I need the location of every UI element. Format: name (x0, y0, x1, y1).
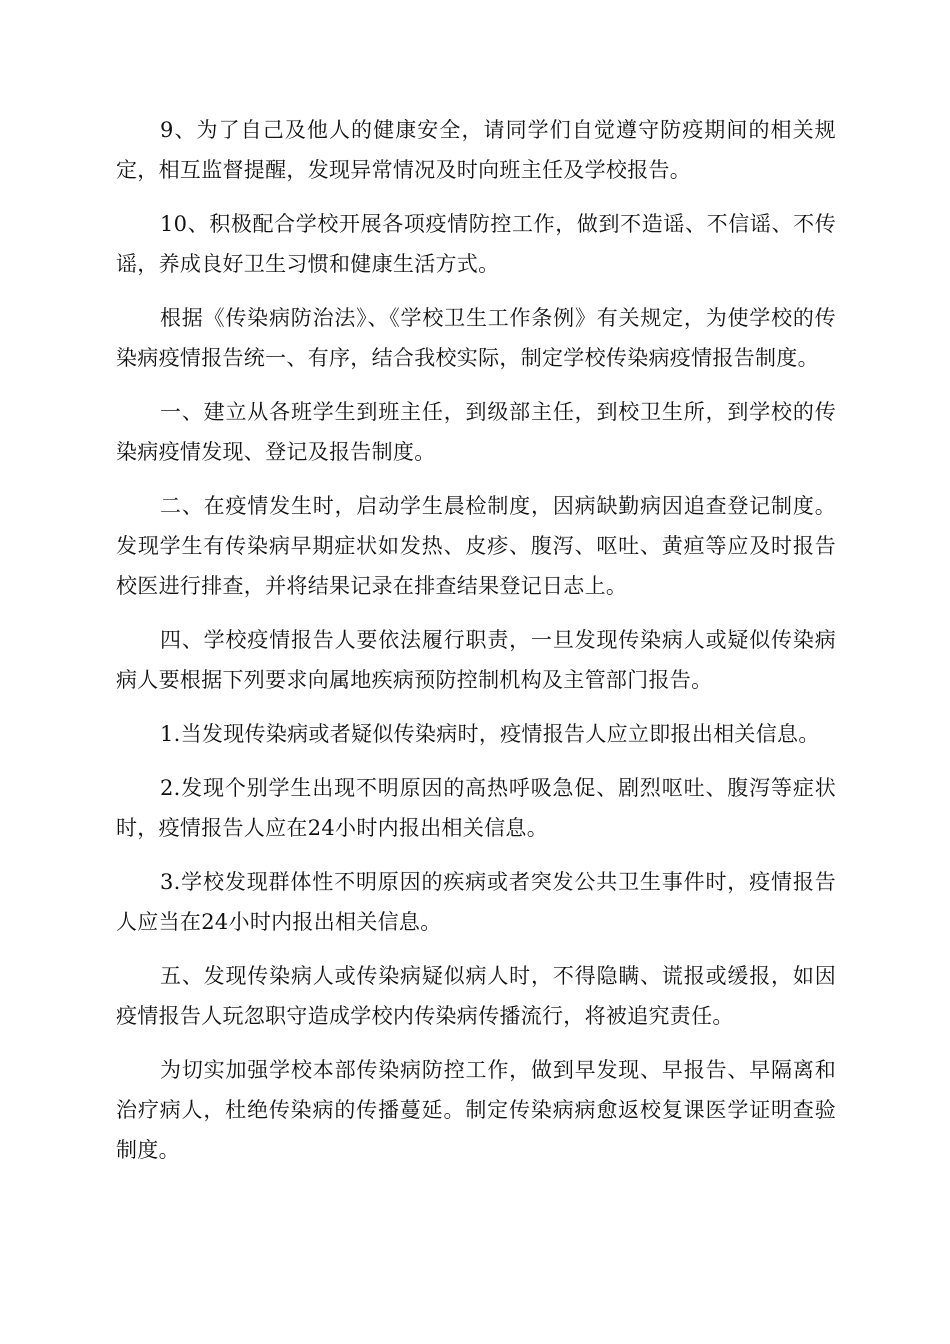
paragraph-section-4: 四、学校疫情报告人要依法履行职责，一旦发现传染病人或疑似传染病病人要根据下列要求向属地疾病预防控制机构及主管部门报告。 (116, 628, 836, 692)
paragraph-subitem-3: 3.学校发现群体性不明原因的疾病或者突发公共卫生事件时，疫情报告人应当在24小时内报出相关信息。 (116, 870, 836, 934)
paragraph-report-system-intro: 根据《传染病防治法》、《学校卫生工作条例》有关规定，为使学校的传染病疫情报告统一、有序，结合我校实际，制定学校传染病疫情报告制度。 (116, 306, 836, 370)
paragraph-item-10: 10、积极配合学校开展各项疫情防控工作，做到不造谣、不信谣、不传谣，养成良好卫生习惯和健康生活方式。 (116, 212, 836, 276)
paragraph-subitem-1: 1.当发现传染病或者疑似传染病时，疫情报告人应立即报出相关信息。 (160, 722, 820, 746)
paragraph-section-2: 二、在疫情发生时，启动学生晨检制度，因病缺勤病因追查登记制度。发现学生有传染病早期症状如发热、皮疹、腹泻、呕吐、黄疸等应及时报告校医进行排查，并将结果记录在排查结果登记日志上。 (116, 494, 836, 598)
paragraph-return-to-school-intro: 为切实加强学校本部传染病防控工作，做到早发现、早报告、早隔离和治疗病人，杜绝传染病的传播蔓延。制定传染病病愈返校复课医学证明查验制度。 (116, 1058, 836, 1162)
paragraph-section-5: 五、发现传染病人或传染病疑似病人时，不得隐瞒、谎报或缓报，如因疫情报告人玩忽职守造成学校内传染病传播流行，将被追究责任。 (116, 964, 836, 1028)
paragraph-section-1: 一、建立从各班学生到班主任，到级部主任，到校卫生所，到学校的传染病疫情发现、登记及报告制度。 (116, 400, 836, 464)
paragraph-item-9: 9、为了自己及他人的健康安全，请同学们自觉遵守防疫期间的相关规定，相互监督提醒，发现异常情况及时向班主任及学校报告。 (116, 118, 836, 182)
document-page (116, 110, 836, 1184)
paragraph-subitem-2: 2.发现个别学生出现不明原因的高热呼吸急促、剧烈呕吐、腹泻等症状时，疫情报告人应在24小时内报出相关信息。 (116, 776, 836, 840)
